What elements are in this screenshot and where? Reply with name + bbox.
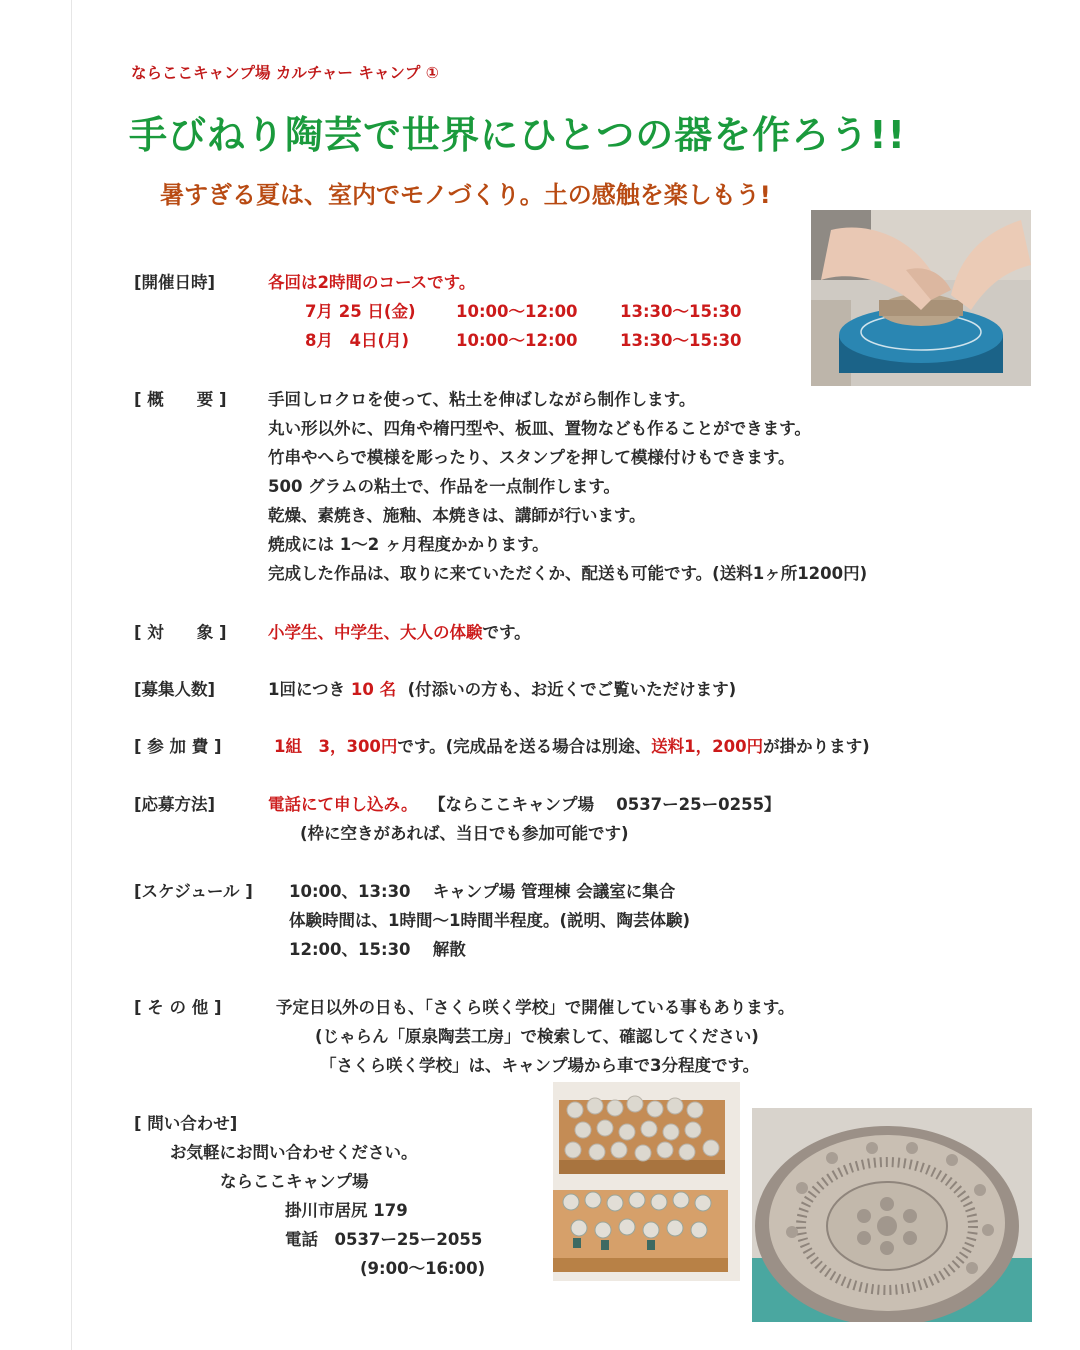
overview-line: 焼成には 1～2 ヶ月程度かかります。 <box>268 535 549 554</box>
overview-line: 500 グラムの粘土で、作品を一点制作します。 <box>268 477 620 496</box>
clay-bowl-photo <box>752 1108 1032 1322</box>
apply-note: (枠に空きがあれば、当日でも参加可能です) <box>300 824 629 843</box>
dates-label: [開催日時] <box>134 273 216 292</box>
other-line: 予定日以外の日も、「さくら咲く学校」で開催している事もあります。 <box>276 998 795 1017</box>
other-label: [ そ の 他 ] <box>134 998 222 1017</box>
contact-label: [ 問い合わせ] <box>134 1114 238 1133</box>
series-label: ならここキャンプ場 カルチャー キャンプ ① <box>131 64 439 82</box>
capacity-suffix: (付添いの方も、お近くでご覧いただけます) <box>407 680 737 699</box>
overview-label: [ 概 要 ] <box>134 390 227 409</box>
apply-text <box>268 791 781 815</box>
overview-line: 乾燥、素焼き、施釉、本焼きは、講師が行います。 <box>268 506 646 525</box>
other-line: 「さくら咲く学校」は、キャンプ場から車で3分程度です。 <box>320 1056 760 1075</box>
target-text <box>268 619 531 643</box>
schedule-line: 体験時間は、1時間～1時間半程度。(説明、陶芸体験) <box>289 911 691 930</box>
date-row-1-am: 10:00～12:00 <box>456 302 578 321</box>
contact-line: お気軽にお問い合わせください。 <box>170 1143 418 1162</box>
overview-line: 竹串やへらで模様を彫ったり、スタンプを押して模様付けもできます。 <box>268 448 795 467</box>
apply-label: [応募方法] <box>134 795 216 814</box>
fee-label: [ 参 加 費 ] <box>134 737 222 756</box>
fee-suffix: が掛かります) <box>763 737 870 756</box>
target-suffix: です。 <box>482 623 531 642</box>
pottery-wheel-photo <box>811 210 1031 386</box>
page-margin-line <box>71 0 72 1350</box>
page-subtitle: 暑すぎる夏は、室内でモノづくり。土の感触を楽しもう! <box>160 181 771 209</box>
overview-line: 丸い形以外に、四角や楕円型や、板皿、置物なども作ることができます。 <box>268 419 811 438</box>
page-title: 手びねり陶芸で世界にひとつの器を作ろう!! <box>129 113 906 157</box>
contact-line: ならここキャンプ場 <box>220 1172 369 1191</box>
target-highlight: 小学生、中学生、大人の体験 <box>268 623 483 642</box>
overview-line: 完成した作品は、取りに来ていただくか、配送も可能です。(送料1ヶ所1200円) <box>268 564 868 583</box>
capacity-number: 10 名 <box>350 680 397 699</box>
date-row-1-date: 7月 25 日(金) <box>305 302 416 321</box>
other-line: (じゃらん「原泉陶芸工房」で検索して、確認してください) <box>315 1027 759 1046</box>
date-row-1-pm: 13:30～15:30 <box>620 302 742 321</box>
fee-amount: 1組 3，300円 <box>274 737 398 756</box>
fee-shipping: 送料1，200円 <box>651 737 764 756</box>
date-row-2-am: 10:00～12:00 <box>456 331 578 350</box>
schedule-line: 12:00、15:30 解散 <box>289 940 466 959</box>
dates-intro: 各回は2時間のコースです。 <box>268 273 476 292</box>
contact-line: 掛川市居尻 179 <box>285 1201 408 1220</box>
apply-method: 電話にて申し込み。 <box>268 795 418 814</box>
capacity-text <box>268 676 736 700</box>
schedule-line: 10:00、13:30 キャンプ場 管理棟 会議室に集合 <box>289 882 676 901</box>
apply-phone: 【ならここキャンプ場 0537ー25ー0255】 <box>429 795 781 814</box>
capacity-label: [募集人数] <box>134 680 216 699</box>
date-row-2-pm: 13:30～15:30 <box>620 331 742 350</box>
overview-line: 手回しロクロを使って、粘土を伸ばしながら制作します。 <box>268 390 696 409</box>
target-label: [ 対 象 ] <box>134 623 227 642</box>
date-row-2-date: 8月 4日(月) <box>305 331 410 350</box>
fee-mid: です。(完成品を送る場合は別途、 <box>397 737 652 756</box>
fee-text <box>274 733 870 757</box>
contact-phone: 電話 0537ー25ー2055 <box>285 1230 483 1249</box>
contact-hours: (9:00～16:00) <box>360 1259 486 1278</box>
capacity-prefix: 1回につき <box>268 680 346 699</box>
clay-stamps-photo <box>553 1082 740 1281</box>
schedule-label: [スケジュール ] <box>134 882 253 901</box>
